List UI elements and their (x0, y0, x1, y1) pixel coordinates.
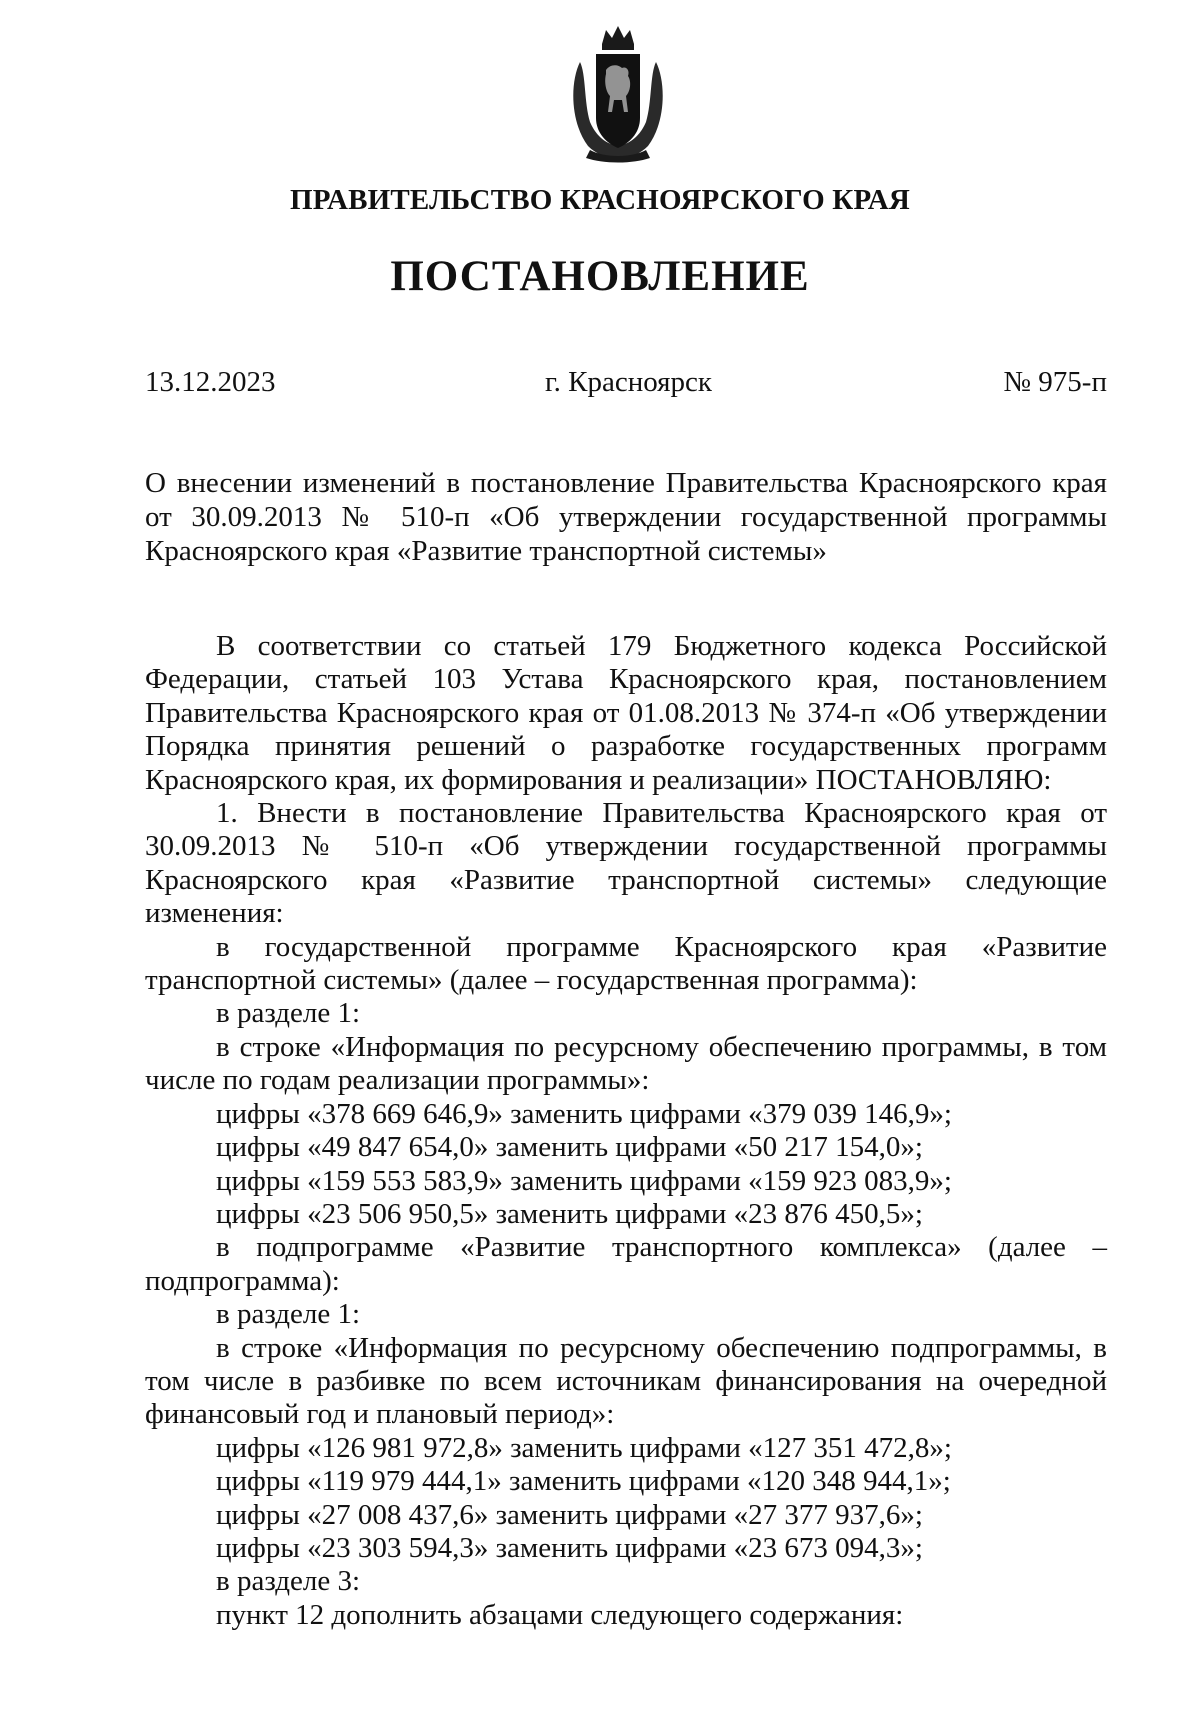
paragraph-section-1: в разделе 1: (216, 997, 361, 1030)
paragraph-figure-change: цифры «119 979 444,1» заменить цифрами «120 348 944,1»; (216, 1465, 951, 1498)
document-body (145, 630, 1107, 1632)
paragraph-figure-change: цифры «23 506 950,5» заменить цифрами «23 876 450,5»; (216, 1197, 923, 1230)
organization-name: ПРАВИТЕЛЬСТВО КРАСНОЯРСКОГО КРАЯ (289, 184, 911, 216)
paragraph-legal-basis: В соответствии со статьей 179 Бюджетного кодекса Российской Федерации, статьей 103 Устава Красноярского края, постановлением Правительства Красноярского края от 01.08.2013 № 374-п «Об утверждении Порядка принятия решений о разработке государственных программ Красноярского края, их формирования и реализации» ПОСТАНОВЛЯЮ: (145, 630, 1107, 796)
paragraph-state-program: в государственной программе Красноярского края «Развитие транспортной системы» (далее – государственная программа): (145, 930, 1107, 997)
paragraph-resource-row: в строке «Информация по ресурсному обеспечению программы, в том числе по годам реализации программы»: (145, 1030, 1107, 1097)
paragraph-subprogram: в подпрограмме «Развитие транспортного комплекса» (далее – подпрограмма): (145, 1231, 1107, 1297)
document-city: г. Красноярск (545, 366, 712, 398)
document-meta-row (145, 366, 1107, 399)
paragraph-item-1: 1. Внести в постановление Правительства Красноярского края от 30.09.2013 № 510-п «Об утверждении государственной программы Красноярского края «Развитие транспортной системы» следующие изменения: (145, 797, 1107, 930)
krasnoyarsk-coat-of-arms-icon (566, 22, 670, 164)
paragraph-section-3: в разделе 3: (216, 1565, 361, 1598)
paragraph-figure-change: цифры «23 303 594,3» заменить цифрами «23 673 094,3»; (216, 1531, 923, 1564)
paragraph-figure-change: цифры «159 553 583,9» заменить цифрами «159 923 083,9»; (216, 1164, 952, 1197)
paragraph-section-1: в разделе 1: (216, 1298, 361, 1331)
document-type-title: ПОСТАНОВЛЕНИЕ (390, 253, 810, 300)
paragraph-figure-change: цифры «126 981 972,8» заменить цифрами «127 351 472,8»; (216, 1431, 952, 1464)
paragraph-figure-change: цифры «378 669 646,9» заменить цифрами «379 039 146,9»; (216, 1097, 952, 1130)
paragraph-figure-change: цифры «27 008 437,6» заменить цифрами «27 377 937,6»; (216, 1498, 923, 1531)
document-date: 13.12.2023 (145, 366, 276, 398)
paragraph-subprogram-resource-row: в строке «Информация по ресурсному обеспечению подпрограммы, в том числе в разбивке по всем источникам финансирования на очередной финансовый год и плановый период»: (145, 1331, 1107, 1431)
document-number: № 975-п (1003, 366, 1107, 398)
document-subject: О внесении изменений в постановление Правительства Красноярского края от 30.09.2013 № 510-п «Об утверждении государственной программы Красноярского края «Развитие транспортной системы» (145, 467, 1107, 567)
paragraph-item-12-addition: пункт 12 дополнить абзацами следующего содержания: (216, 1598, 904, 1631)
paragraph-figure-change: цифры «49 847 654,0» заменить цифрами «50 217 154,0»; (216, 1131, 923, 1164)
